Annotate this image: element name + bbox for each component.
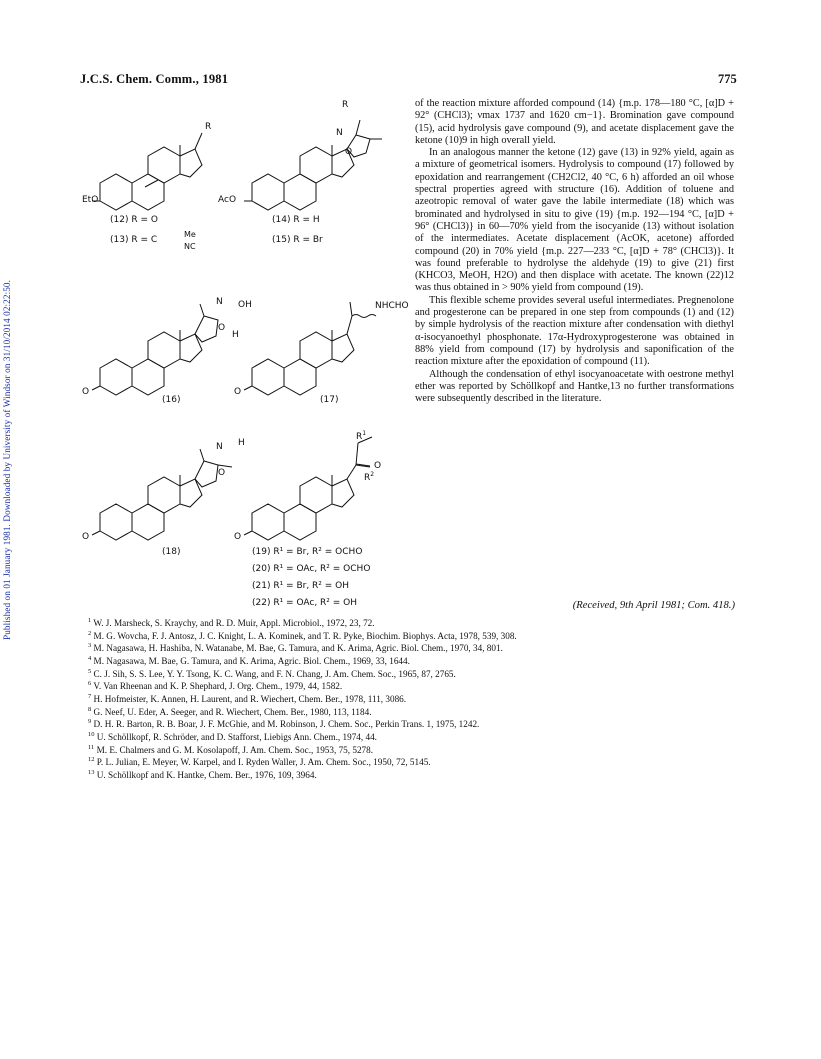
structure-drawings [80, 95, 410, 615]
reference-item [88, 692, 748, 705]
label-13-nc: NC [184, 242, 196, 251]
label-19: (19) R¹ = Br, R² = OCHO [252, 547, 363, 557]
ref-num: 7 [88, 692, 92, 700]
s14-r: R [342, 100, 349, 110]
ref-text: M. G. Wovcha, F. J. Antosz, J. C. Knight, L. A. Kominek, and T. R. Pyke, Biochim. Biophys. Acta, 1978, 539, 308. [93, 630, 517, 641]
reference-item [88, 755, 748, 768]
paragraph-2: In an analogous manner the ketone (12) gave (13) in 92% yield, again as a mixture of geometrical isomers. Hydrolysis to compound (17) followed by epoxidation and rearrangement (CH2Cl2, 40 °C, 6 h) afforded an oil whose spectral properties agreed with structure (16). Addition of toluene and azeotropic removal of water gave the labile intermediate (18) which was brominated and hydrolysed in situ to give (19) {m.p. 192—194 °C, [α]D + 96° (CHCl3)} in 60—70% yield from the isocyanide (13) without isolation of the intermediates. Acetate displacement (AcOK, acetone) afforded compound (20) in 70% yield {m.p. 227—233 °C, [α]D + 78° (CHCl3)}. It was found preferable to hydrolyse the aldehyde (19) to give (21) first (KHCO3, MeOH, H2O) and then displace with acetate. The known (22)12 was thus obtained in > 90% yield from compound (19). [415, 147, 734, 294]
s16-n: N [216, 297, 223, 307]
label-18: (18) [162, 547, 181, 557]
received-note: (Received, 9th April 1981; Com. 418.) [572, 600, 735, 611]
label-14: (14) R = H [272, 215, 320, 225]
page-number: 775 [718, 72, 737, 86]
ref-num: 4 [88, 654, 92, 662]
s17-keto: O [234, 387, 242, 397]
s18-h: H [238, 438, 245, 448]
s19-r1-text: R [356, 432, 363, 442]
references-list [88, 616, 748, 781]
ref-text: H. Hofmeister, K. Annen, H. Laurent, and R. Wiechert, Chem. Ber., 1978, 111, 3086. [93, 694, 407, 704]
reference-item [88, 667, 748, 680]
ref-text: D. H. R. Barton, R. B. Boar, J. F. McGhie, and M. Robinson, J. Chem. Soc., Perkin Trans. 1, 1975, 1242. [93, 719, 480, 730]
ref-text: V. Van Rheenan and K. P. Shephard, J. Org. Chem., 1979, 44, 1582. [93, 681, 343, 692]
label-20: (20) R¹ = OAc, R² = OCHO [252, 564, 371, 574]
reference-item [88, 679, 748, 692]
s16-h: H [232, 330, 239, 340]
reference-item [88, 743, 748, 756]
structure-16 [92, 304, 218, 395]
reference-item [88, 654, 748, 667]
ref-num: 11 [88, 743, 95, 751]
reference-item [88, 705, 748, 718]
ref-num: 10 [88, 730, 95, 738]
structure-17 [244, 302, 376, 395]
s18-o: O [218, 468, 226, 478]
s18-n: N [216, 442, 223, 452]
ref-text: W. J. Marsheck, S. Kraychy, and R. D. Muir, Appl. Microbiol., 1972, 23, 72. [93, 618, 375, 629]
s17-nhcho: NHCHO [375, 301, 409, 311]
structure-14-15 [244, 120, 382, 210]
structure-figures [80, 95, 410, 615]
s14-o: O [345, 147, 353, 157]
structure-12-13 [92, 133, 202, 210]
s19-r2-sup: 2 [370, 471, 375, 478]
s14-aco: AcO [218, 195, 237, 205]
s19-r1-sup: 1 [362, 430, 367, 437]
ref-text: G. Neef, U. Eder, A. Seeger, and R. Wiechert, Chem. Ber., 1980, 113, 1184. [93, 706, 372, 717]
s19-r2-text: R [364, 473, 371, 483]
s18-keto: O [82, 532, 90, 542]
ref-num: 6 [88, 680, 92, 688]
label-17: (17) [320, 395, 339, 405]
ref-num: 5 [88, 667, 92, 675]
paragraph-4: Although the condensation of ethyl isocyanoacetate with oestrone methyl ether was reported by Schöllkopf and Hantke,13 no further transformations were subsequently described in the literature. [415, 368, 734, 405]
label-21: (21) R¹ = Br, R² = OH [252, 581, 350, 591]
s19-o: O [374, 461, 382, 471]
body-text-column [415, 98, 734, 405]
ref-num: 12 [88, 756, 95, 764]
ref-num: 8 [88, 705, 92, 713]
ref-text: P. L. Julian, E. Meyer, W. Karpel, and I. Ryden Waller, J. Am. Chem. Soc., 1950, 72, 5145. [96, 757, 431, 768]
s19-r1 [356, 430, 366, 442]
ref-text: U. Schöllkopf, R. Schröder, and D. Stafforst, Liebigs Ann. Chem., 1974, 44. [96, 731, 377, 742]
s16-keto: O [82, 387, 90, 397]
s19-r2 [364, 471, 374, 483]
ref-num: 13 [88, 768, 95, 776]
label-13-me: Me [184, 230, 196, 239]
paragraph-3: This flexible scheme provides several useful intermediates. Pregnenolone and progesterone can be prepared in one step from compounds (1) and (12) by simple hydrolysis of the reaction mixture after condensation with diethyl α-isocyanoethyl phosphonate. 17α-Hydroxyprogesterone was obtained in 88% yield from compound (17) by hydrolysis and saponification of the reaction mixture after the epoxidation of compound (11). [415, 294, 734, 368]
label-22: (22) R¹ = OAc, R² = OH [252, 598, 358, 608]
journal-header: J.C.S. Chem. Comm., 1981 [80, 72, 229, 86]
ref-num: 1 [88, 617, 92, 624]
structure-19-22 [244, 437, 375, 540]
reference-item [88, 717, 748, 730]
s16-o: O [218, 323, 226, 333]
s16-oh: OH [238, 300, 252, 310]
label-13: (13) R = C [110, 235, 158, 245]
s12-eto: EtO [82, 195, 99, 205]
download-watermark: Published on 01 January 1981. Downloaded by University of Windsor on 31/10/2014 02:22:50. [2, 279, 12, 640]
paragraph-1: of the reaction mixture afforded compound (14) {m.p. 178—180 °C, [α]D + 92° (CHCl3); νmax 1737 and 1620 cm−1}. Bromination gave compound (15), acid hydrolysis gave compound (9), and acetate displacement gave the ketone (10)9 in high overall yield. [415, 98, 734, 146]
reference-item [88, 768, 748, 781]
ref-text: U. Schöllkopf and K. Hantke, Chem. Ber., 1976, 109, 3964. [96, 769, 317, 780]
ref-text: C. J. Sih, S. S. Lee, Y. Y. Tsong, K. C. Wang, and F. N. Chang, J. Am. Chem. Soc., 1965, 87, 2765. [93, 668, 456, 679]
reference-item [88, 730, 748, 743]
ref-num: 3 [88, 642, 92, 650]
ref-text: M. Nagasawa, M. Bae, G. Tamura, and K. Arima, Agric. Biol. Chem., 1969, 33, 1644. [93, 656, 410, 667]
label-16: (16) [162, 395, 181, 405]
reference-item [88, 641, 748, 654]
ref-num: 2 [88, 629, 92, 637]
s12-r: R [205, 122, 212, 132]
structure-18 [92, 449, 232, 540]
ref-num: 9 [88, 718, 92, 726]
ref-text: M. Nagasawa, H. Hashiba, N. Watanabe, M. Bae, G. Tamura, and K. Arima, Agric. Biol. Chem., 1970, 34, 801. [93, 643, 503, 654]
reference-item [88, 629, 748, 642]
label-12: (12) R = O [110, 215, 158, 225]
s19-keto: O [234, 532, 242, 542]
label-15: (15) R = Br [272, 235, 323, 245]
reference-item [88, 616, 748, 629]
s14-n: N [336, 128, 343, 138]
ref-text: M. E. Chalmers and G. M. Kosolapoff, J. Am. Chem. Soc., 1953, 75, 5278. [96, 744, 374, 755]
